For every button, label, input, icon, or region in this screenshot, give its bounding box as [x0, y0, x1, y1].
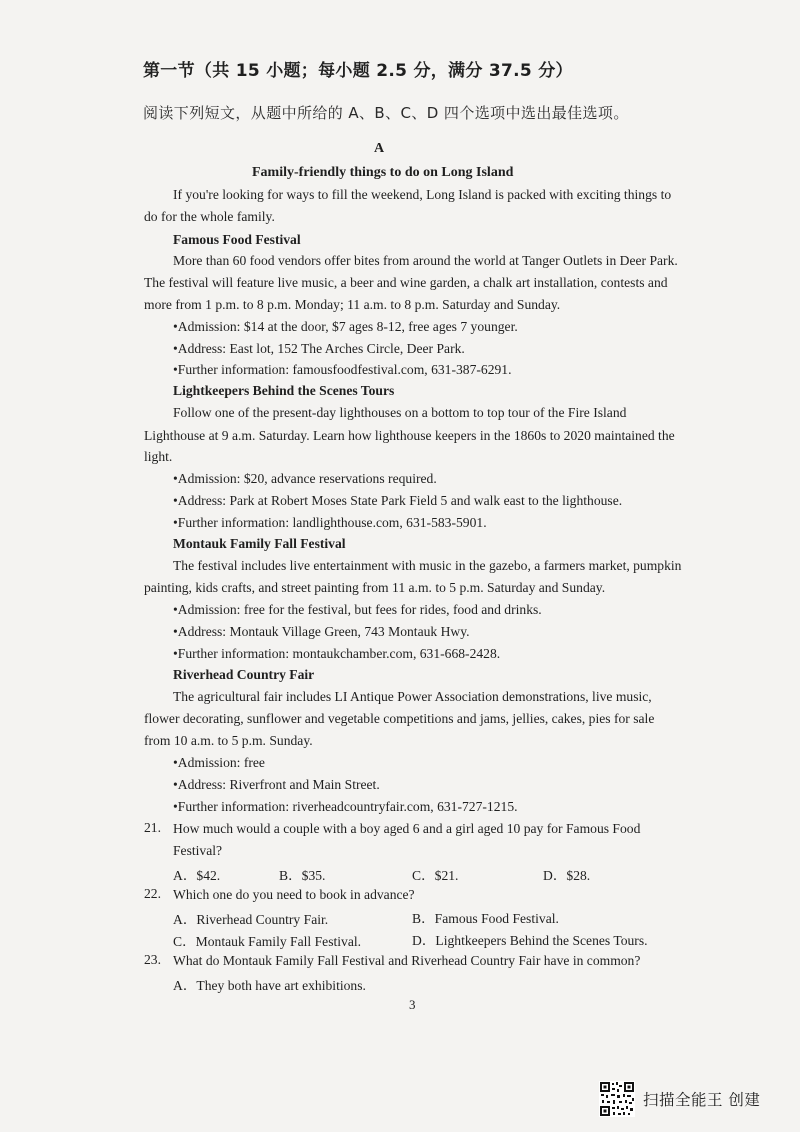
- passage-title: Family-friendly things to do on Long Island: [252, 165, 514, 180]
- question-number: 23.: [144, 952, 161, 967]
- event-desc-line: The festival includes live entertainment with music in the gazebo, a farmers market, pumpkin: [173, 558, 682, 573]
- event-admission: •Admission: free for the festival, but fees for rides, food and drinks.: [173, 602, 542, 617]
- event-desc-line: More than 60 food vendors offer bites from around the world at Tanger Outlets in Deer Park.: [173, 253, 678, 268]
- event-address: •Address: Park at Robert Moses State Park Field 5 and walk east to the lighthouse.: [173, 493, 623, 508]
- question-stem: What do Montauk Family Fall Festival and Riverhead Country Fair have in common?: [173, 953, 641, 968]
- option-d: D．Lightkeepers Behind the Scenes Tours.: [412, 933, 648, 948]
- option-c: C．Montauk Family Fall Festival.: [173, 934, 362, 949]
- event-info: •Further information: riverheadcountryfair.com, 631-727-1215.: [173, 799, 518, 814]
- event-info: •Further information: landlighthouse.com, 631-583-5901.: [173, 515, 487, 530]
- event-title: Riverhead Country Fair: [173, 667, 315, 682]
- event-admission: •Admission: $14 at the door, $7 ages 8-12, free ages 7 younger.: [173, 319, 518, 334]
- question-stem: Festival?: [173, 843, 223, 858]
- option-a: A．$42.: [173, 868, 221, 883]
- event-desc-line: The festival will feature live music, a beer and wine garden, a chalk art installation, contests and: [144, 275, 668, 290]
- option-d: D．$28.: [543, 868, 591, 883]
- event-info: •Further information: famousfoodfestival.com, 631-387-6291.: [173, 362, 512, 377]
- question-stem: How much would a couple with a boy aged 6 and a girl aged 10 pay for Famous Food: [173, 821, 641, 836]
- instruction: 阅读下列短文，从题中所给的 A、B、C、D 四个选项中选出最佳选项。: [143, 104, 629, 122]
- event-desc-line: Lighthouse at 9 a.m. Saturday. Learn how lighthouse keepers in the 1860s to 2020 maintained the: [144, 428, 675, 443]
- scanner-watermark-text: 扫描全能王 创建: [643, 1091, 761, 1109]
- event-info: •Further information: montaukchamber.com, 631-668-2428.: [173, 646, 501, 661]
- event-desc-line: Follow one of the present-day lighthouses on a bottom to top tour of the Fire Island: [173, 405, 627, 420]
- event-admission: •Admission: $20, advance reservations required.: [173, 471, 437, 486]
- event-title: Lightkeepers Behind the Scenes Tours: [173, 383, 395, 398]
- event-address: •Address: East lot, 152 The Arches Circle, Deer Park.: [173, 341, 465, 356]
- event-admission: •Admission: free: [173, 755, 265, 770]
- event-desc-line: more from 1 p.m. to 8 p.m. Monday; 11 a.m. to 8 p.m. Saturday and Sunday.: [144, 297, 561, 312]
- question-number: 22.: [144, 886, 161, 901]
- intro-line: If you're looking for ways to fill the weekend, Long Island is packed with exciting things to: [173, 187, 672, 202]
- option-b: B．Famous Food Festival.: [412, 911, 559, 926]
- event-desc-line: from 10 a.m. to 5 p.m. Sunday.: [144, 733, 313, 748]
- event-title: Montauk Family Fall Festival: [173, 536, 346, 551]
- event-desc-line: light.: [144, 449, 173, 464]
- event-desc-line: The agricultural fair includes LI Antique Power Association demonstrations, live music,: [173, 689, 652, 704]
- option-a: A．They both have art exhibitions.: [173, 978, 366, 993]
- event-desc-line: painting, kids crafts, and street painting from 11 a.m. to 5 p.m. Saturday and Sunday.: [144, 580, 606, 595]
- option-a: A．Riverhead Country Fair.: [173, 912, 329, 927]
- event-title: Famous Food Festival: [173, 232, 301, 247]
- event-desc-line: flower decorating, sunflower and vegetable competitions and jams, jellies, cakes, pies for sale: [144, 711, 655, 726]
- section-heading: 第一节（共 15 小题；每小题 2.5 分，满分 37.5 分）: [143, 61, 573, 81]
- option-c: C．$21.: [412, 868, 459, 883]
- qr-code-icon: [599, 1081, 635, 1117]
- part-label: A: [374, 141, 385, 156]
- option-b: B．$35.: [279, 868, 326, 883]
- scanner-watermark: [599, 1081, 760, 1117]
- intro-line: do for the whole family.: [144, 209, 275, 224]
- question-stem: Which one do you need to book in advance?: [173, 887, 415, 902]
- question-number: 21.: [144, 820, 161, 835]
- event-address: •Address: Montauk Village Green, 743 Montauk Hwy.: [173, 624, 470, 639]
- event-address: •Address: Riverfront and Main Street.: [173, 777, 380, 792]
- page-number: 3: [409, 997, 416, 1012]
